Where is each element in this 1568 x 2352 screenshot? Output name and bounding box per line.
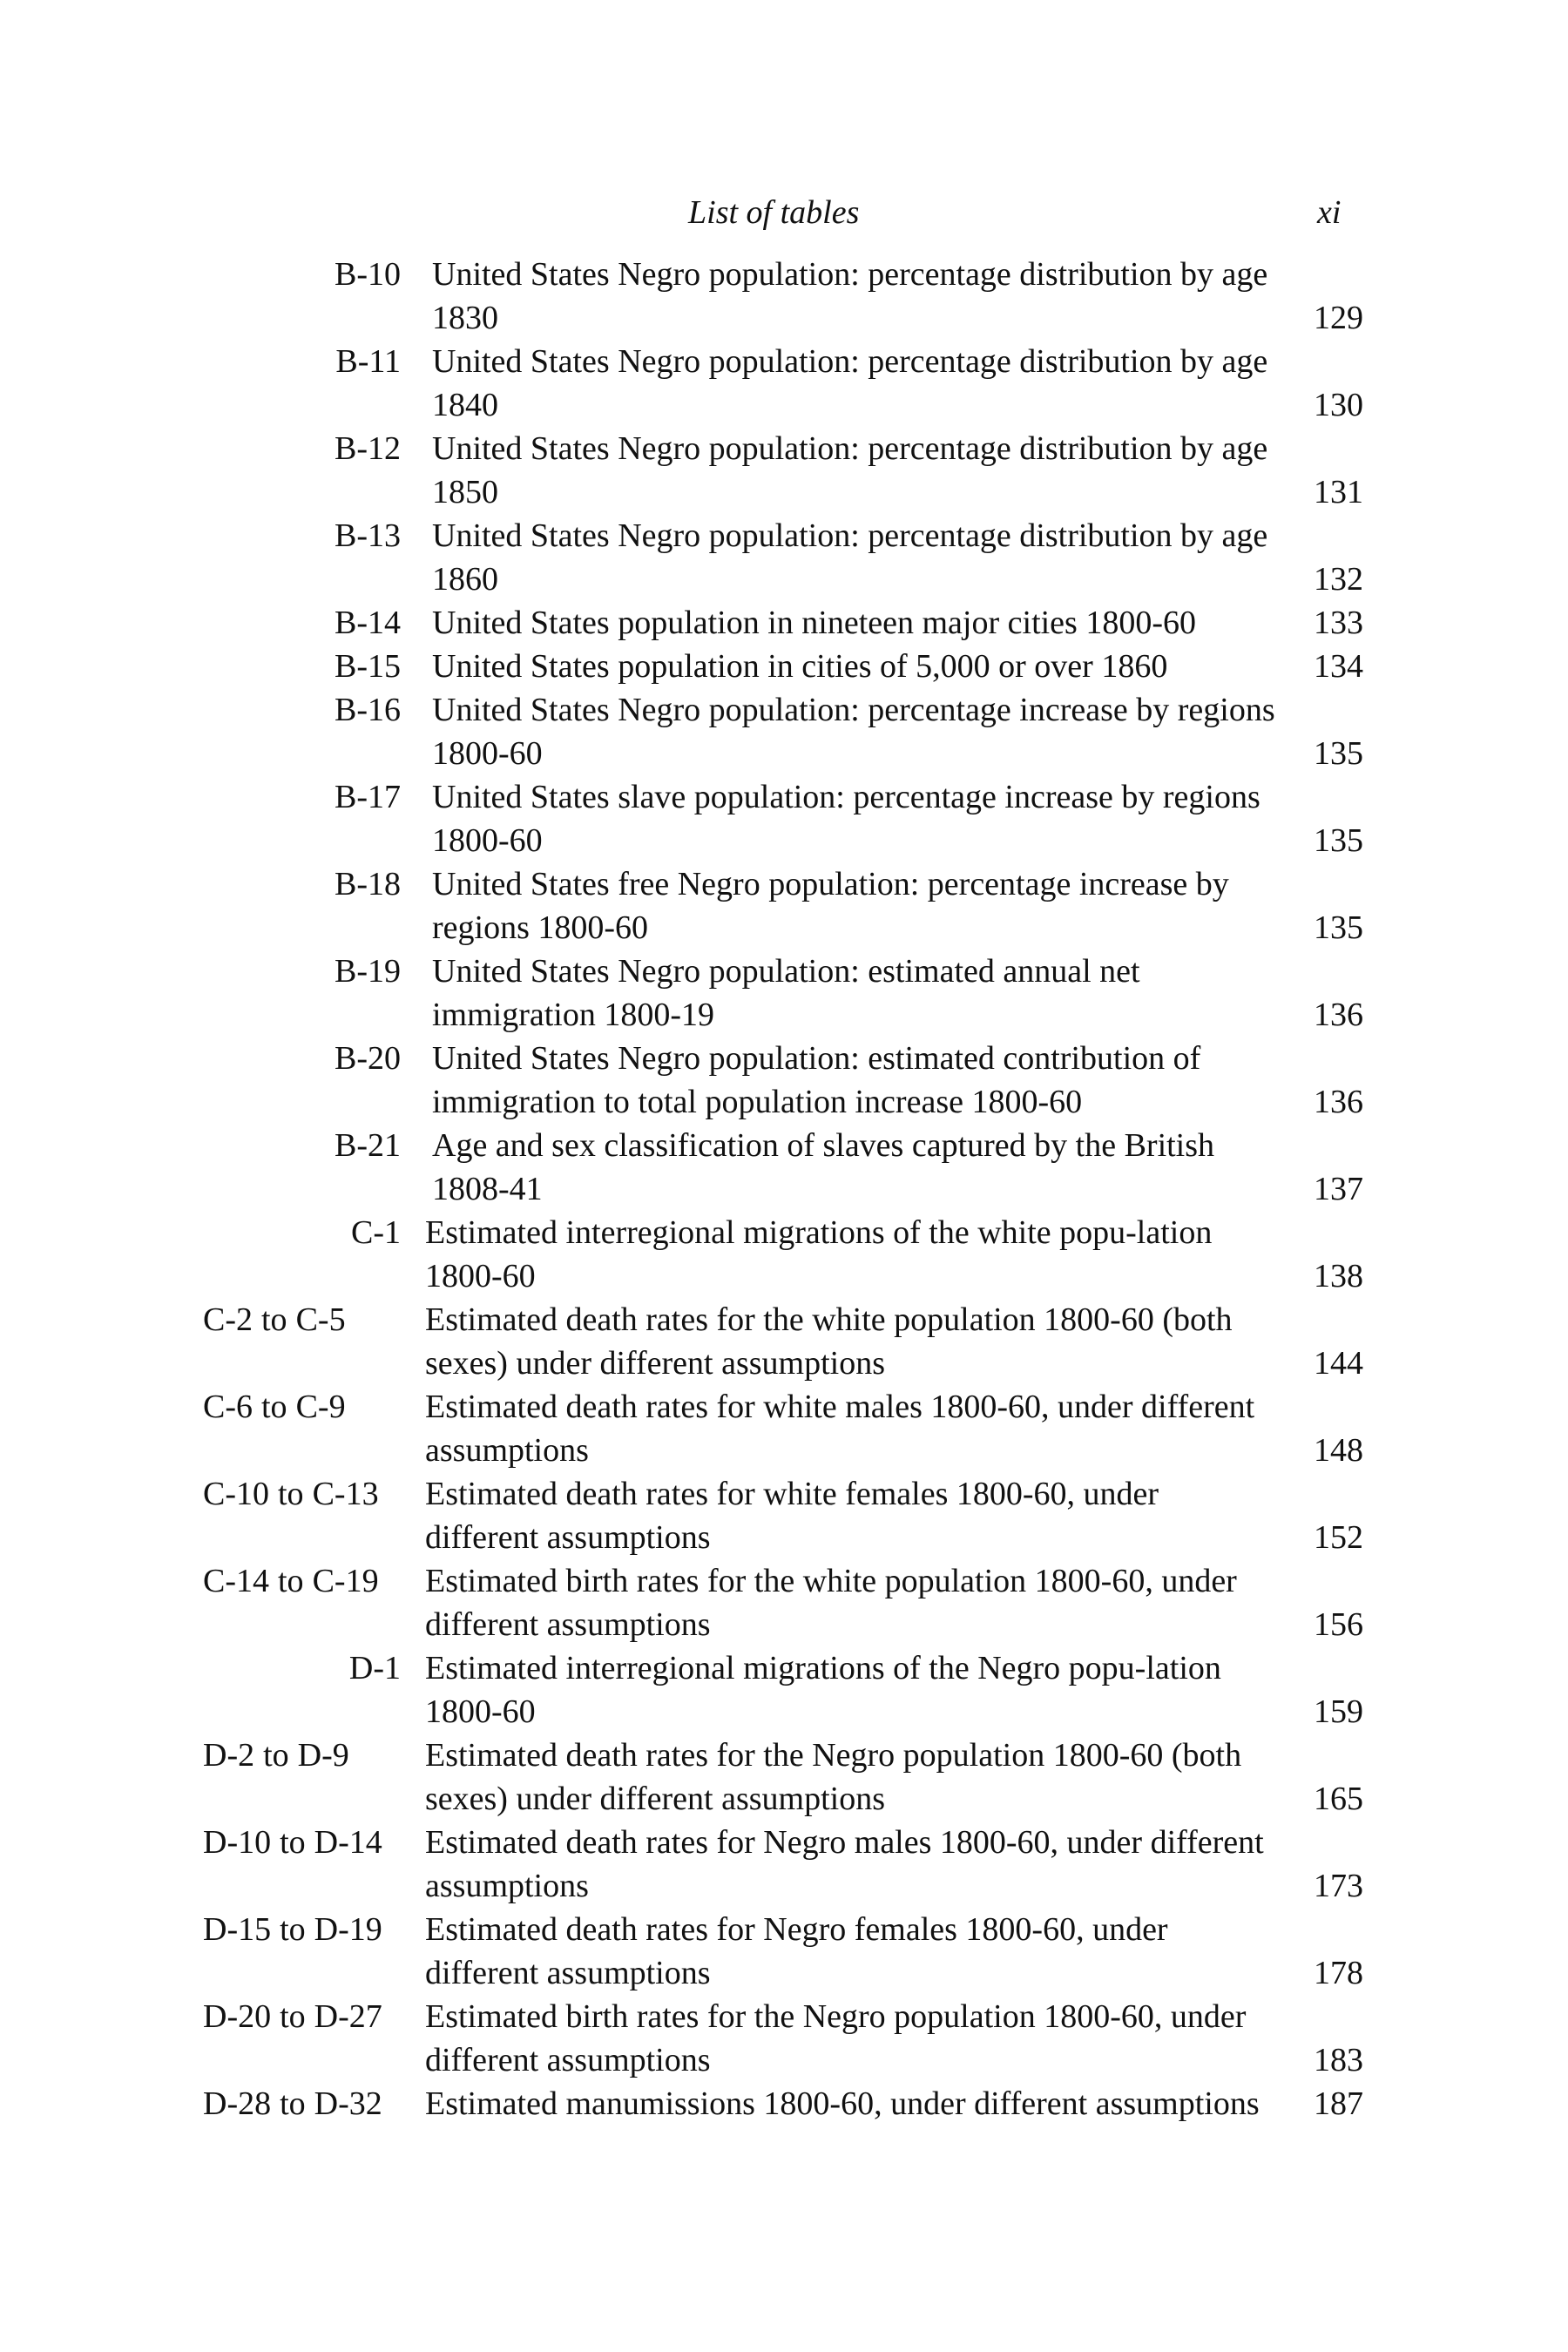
range-end: D-32 — [314, 2085, 382, 2122]
table-id-range — [203, 1472, 379, 1516]
table-page-number: 136 — [1314, 1084, 1363, 1120]
range-start: D-20 — [203, 1998, 272, 2035]
range-end: D-27 — [314, 1998, 382, 2035]
table-description: United States population in cities of 5,000 or over 1860 — [432, 648, 1168, 685]
range-start: C-6 — [203, 1389, 253, 1425]
table-description: United States slave population: percentage increase by regions 1800-60 — [432, 779, 1260, 859]
table-page-number: 156 — [1314, 1606, 1363, 1643]
toc-entry-b-18 — [0, 862, 1568, 950]
table-description: Estimated interregional migrations of the Negro popu-lation 1800-60 — [425, 1650, 1221, 1730]
toc-entry-c-6-to-c-9 — [0, 1385, 1568, 1472]
toc-entry-b-20 — [0, 1037, 1568, 1124]
table-id: B-21 — [335, 1127, 401, 1164]
range-separator: to — [261, 1389, 287, 1425]
toc-entry-d-10-to-d-14 — [0, 1821, 1568, 1908]
toc-entry-d-1 — [0, 1646, 1568, 1734]
table-page-number: 135 — [1314, 909, 1363, 946]
range-separator: to — [280, 1911, 306, 1948]
toc-entry-d-15-to-d-19 — [0, 1908, 1568, 1995]
table-id: C-1 — [351, 1214, 401, 1251]
table-id-range — [203, 1298, 346, 1342]
table-page-number: 134 — [1314, 648, 1363, 685]
toc-entry-b-15 — [0, 645, 1568, 688]
table-description: United States Negro population: estimated annual net immigration 1800-19 — [432, 953, 1140, 1033]
list-of-tables — [0, 253, 1568, 2126]
table-page-number: 132 — [1314, 561, 1363, 598]
table-description: Estimated death rates for the Negro population 1800-60 (both sexes) under different assumptions — [425, 1737, 1242, 1817]
range-end: C-5 — [295, 1301, 346, 1338]
table-page-number: 159 — [1314, 1693, 1363, 1730]
table-page-number: 152 — [1314, 1519, 1363, 1556]
table-id: B-10 — [335, 256, 401, 293]
toc-entry-b-21 — [0, 1124, 1568, 1211]
table-description: Estimated birth rates for the white population 1800-60, under different assumptions — [425, 1563, 1237, 1643]
table-description: United States Negro population: percentage distribution by age 1830 — [432, 256, 1268, 336]
toc-entry-b-16 — [0, 688, 1568, 775]
table-description: Estimated death rates for white males 1800-60, under different assumptions — [425, 1389, 1255, 1469]
range-separator: to — [280, 1824, 306, 1861]
table-description: United States Negro population: percentage distribution by age 1850 — [432, 430, 1268, 510]
toc-entry-b-17 — [0, 775, 1568, 862]
range-start: C-10 — [203, 1476, 269, 1512]
table-id: B-18 — [335, 866, 401, 902]
table-page-number: 165 — [1314, 1781, 1363, 1817]
range-end: C-19 — [312, 1563, 379, 1599]
table-description: Estimated interregional migrations of the white popu-lation 1800-60 — [425, 1214, 1213, 1294]
table-id: B-14 — [335, 605, 401, 641]
range-separator: to — [278, 1563, 304, 1599]
table-description: United States population in nineteen major cities 1800-60 — [432, 605, 1196, 641]
table-description: United States Negro population: percentage increase by regions 1800-60 — [432, 692, 1275, 772]
table-id-range — [203, 1908, 382, 1951]
table-id: B-11 — [335, 343, 401, 380]
table-description: Estimated death rates for the white population 1800-60 (both sexes) under different assumptions — [425, 1301, 1233, 1382]
table-description: Estimated death rates for Negro females 1800-60, under different assumptions — [425, 1911, 1168, 1991]
table-description: United States Negro population: estimated contribution of immigration to total population increase 1800-60 — [432, 1040, 1201, 1120]
table-id-range — [203, 1821, 382, 1864]
table-description: Estimated death rates for Negro males 1800-60, under different assumptions — [425, 1824, 1264, 1904]
table-description: Estimated birth rates for the Negro population 1800-60, under different assumptions — [425, 1998, 1247, 2078]
range-separator: to — [280, 2085, 306, 2122]
toc-entry-b-19 — [0, 950, 1568, 1037]
table-id-range — [203, 1559, 379, 1603]
range-separator: to — [263, 1737, 289, 1774]
toc-entry-c-1 — [0, 1211, 1568, 1298]
range-start: C-2 — [203, 1301, 253, 1338]
range-separator: to — [280, 1998, 306, 2035]
toc-entry-d-20-to-d-27 — [0, 1995, 1568, 2082]
table-page-number: 131 — [1314, 474, 1363, 510]
toc-entry-c-10-to-c-13 — [0, 1472, 1568, 1559]
table-id: B-17 — [335, 779, 401, 815]
page-header — [0, 193, 1568, 242]
table-id: B-20 — [335, 1040, 401, 1077]
table-page-number: 136 — [1314, 997, 1363, 1033]
table-id: B-16 — [335, 692, 401, 728]
range-start: C-14 — [203, 1563, 269, 1599]
table-page-number: 183 — [1314, 2042, 1363, 2078]
table-description: United States Negro population: percentage distribution by age 1840 — [432, 343, 1268, 423]
table-description: Age and sex classification of slaves captured by the British 1808-41 — [432, 1127, 1215, 1207]
range-start: D-2 — [203, 1737, 255, 1774]
range-end: C-13 — [312, 1476, 379, 1512]
range-end: D-9 — [297, 1737, 349, 1774]
table-description: Estimated manumissions 1800-60, under different assumptions — [425, 2085, 1260, 2122]
toc-entry-b-12 — [0, 427, 1568, 514]
table-page-number: 178 — [1314, 1955, 1363, 1991]
table-page-number: 129 — [1314, 300, 1363, 336]
table-page-number: 137 — [1314, 1171, 1363, 1207]
table-page-number: 130 — [1314, 387, 1363, 423]
table-description: United States free Negro population: percentage increase by regions 1800-60 — [432, 866, 1229, 946]
running-title: List of tables — [688, 194, 860, 231]
table-page-number: 173 — [1314, 1868, 1363, 1904]
range-start: D-10 — [203, 1824, 272, 1861]
toc-entry-d-2-to-d-9 — [0, 1734, 1568, 1821]
range-end: D-14 — [314, 1824, 382, 1861]
table-id: D-1 — [348, 1650, 401, 1686]
toc-entry-d-28-to-d-32 — [0, 2082, 1568, 2126]
table-page-number: 148 — [1314, 1432, 1363, 1469]
range-start: D-28 — [203, 2085, 272, 2122]
table-id: B-15 — [335, 648, 401, 685]
page-number: xi — [1317, 194, 1342, 231]
table-page-number: 138 — [1314, 1258, 1363, 1294]
table-description: United States Negro population: percentage distribution by age 1860 — [432, 517, 1268, 598]
table-page-number: 135 — [1314, 822, 1363, 859]
toc-entry-c-2-to-c-5 — [0, 1298, 1568, 1385]
toc-entry-c-14-to-c-19 — [0, 1559, 1568, 1646]
table-id-range — [203, 1734, 349, 1777]
range-start: D-15 — [203, 1911, 272, 1948]
range-end: D-19 — [314, 1911, 382, 1948]
table-id: B-13 — [335, 517, 401, 554]
table-page-number: 144 — [1314, 1345, 1363, 1382]
range-separator: to — [278, 1476, 304, 1512]
toc-entry-b-10 — [0, 253, 1568, 340]
table-id-range — [203, 2082, 382, 2126]
table-description: Estimated death rates for white females 1800-60, under different assumptions — [425, 1476, 1159, 1556]
range-end: C-9 — [295, 1389, 346, 1425]
table-page-number: 135 — [1314, 735, 1363, 772]
table-id-range — [203, 1385, 346, 1429]
table-id: B-19 — [335, 953, 401, 990]
table-id-range — [203, 1995, 382, 2038]
toc-entry-b-14 — [0, 601, 1568, 645]
toc-entry-b-13 — [0, 514, 1568, 601]
table-page-number: 133 — [1314, 605, 1363, 641]
toc-entry-b-11 — [0, 340, 1568, 427]
table-page-number: 187 — [1314, 2085, 1363, 2122]
table-id: B-12 — [335, 430, 401, 467]
range-separator: to — [261, 1301, 287, 1338]
